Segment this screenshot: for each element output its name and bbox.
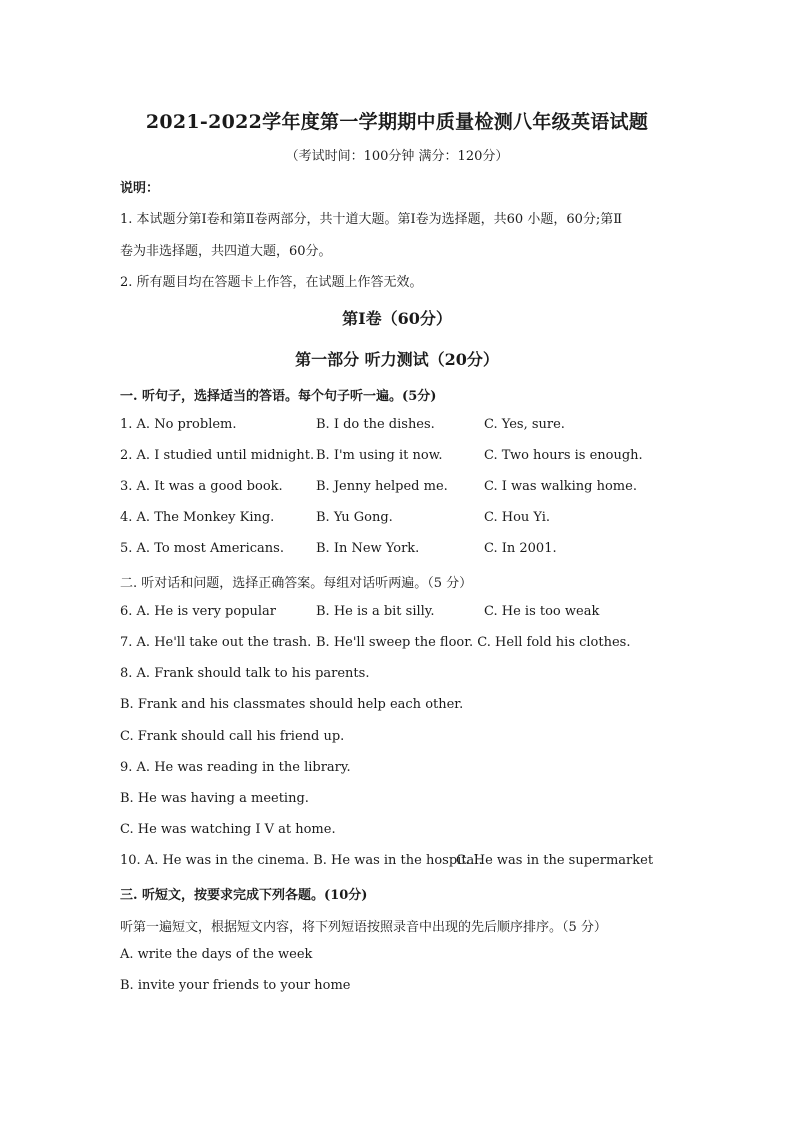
option-c: C. Yes, sure. (484, 417, 565, 432)
notes-line-2: 卷为非选择题，共四道大题，60分。 (120, 244, 332, 259)
phrase-item: B. invite your friends to your home (120, 978, 351, 993)
exam-title: 2021-2022学年度第一学期期中质量检测八年级英语试题 (145, 111, 649, 133)
option-c: C. Two hours is enough. (484, 448, 643, 463)
question-9-c: C. He was watching I V at home. (120, 822, 336, 837)
option-b: B. Yu Gong. (316, 510, 393, 525)
option-c: C. In 2001. (484, 541, 557, 556)
notes-heading: 说明： (120, 181, 160, 196)
notes-line-3: 2. 所有题目均在答题卡上作答，在试题上作答无效。 (120, 275, 423, 290)
option-a: 4. A. The Monkey King. (120, 510, 275, 525)
question-8-c: C. Frank should call his friend up. (120, 729, 345, 744)
option-a: 6. A. He is very popular (120, 604, 277, 619)
question-9-a: 9. A. He was reading in the library. (120, 760, 351, 775)
option-b: B. I do the dishes. (316, 417, 435, 432)
option-c: C. I was walking home. (484, 479, 637, 494)
part-1-heading: 第一部分 听力测试（20分） (295, 350, 499, 369)
option-a: 1. A. No problem. (120, 417, 237, 432)
option-b: B. In New York. (316, 541, 420, 556)
option-a: 3. A. It was a good book. (120, 479, 283, 494)
option-a: 2. A. I studied until midnight. (120, 448, 315, 463)
option-b: B. I'm using it now. (316, 448, 443, 463)
option-c: C. Hou Yi. (484, 510, 551, 525)
section-1-heading: 一. 听句子，选择适当的答语。每个句子听一遍。(5分) (120, 389, 437, 404)
option-a: 7. A. He'll take out the trash. (120, 635, 312, 650)
option-c: C. He was in the supermarket (456, 853, 654, 868)
option-a: 5. A. To most Americans. (120, 541, 284, 556)
section-3-instruction: 听第一遍短文，根据短文内容，将下列短语按照录音中出现的先后顺序排序。（5 分） (120, 920, 607, 935)
phrase-item: A. write the days of the week (120, 947, 313, 962)
volume-1-heading: 第I卷（60分） (342, 309, 452, 328)
section-3-heading: 三. 听短文，按要求完成下列各题。(10分) (120, 888, 368, 903)
option-bc: B. He'll sweep the floor. C. Hell fold his clothes. (316, 635, 631, 650)
section-2-heading: 二. 听对话和问题，选择正确答案。每组对话听两遍。（5 分） (120, 576, 473, 591)
question-8-a: 8. A. Frank should talk to his parents. (120, 666, 370, 681)
notes-line-1: 1. 本试题分第Ⅰ卷和第Ⅱ卷两部分，共十道大题。第Ⅰ卷为选择题，共60 小题，60分;第Ⅱ (120, 212, 623, 227)
option-c: C. He is too weak (484, 604, 600, 619)
exam-subtitle: （考试时间：100分钟 满分：120分） (285, 149, 509, 164)
question-8-b: B. Frank and his classmates should help each other. (120, 697, 464, 712)
option-b: B. Jenny helped me. (316, 479, 448, 494)
question-9-b: B. He was having a meeting. (120, 791, 309, 806)
option-b: B. He is a bit silly. (316, 604, 435, 619)
option-ab: 10. A. He was in the cinema. B. He was in the hospital. (120, 853, 483, 868)
